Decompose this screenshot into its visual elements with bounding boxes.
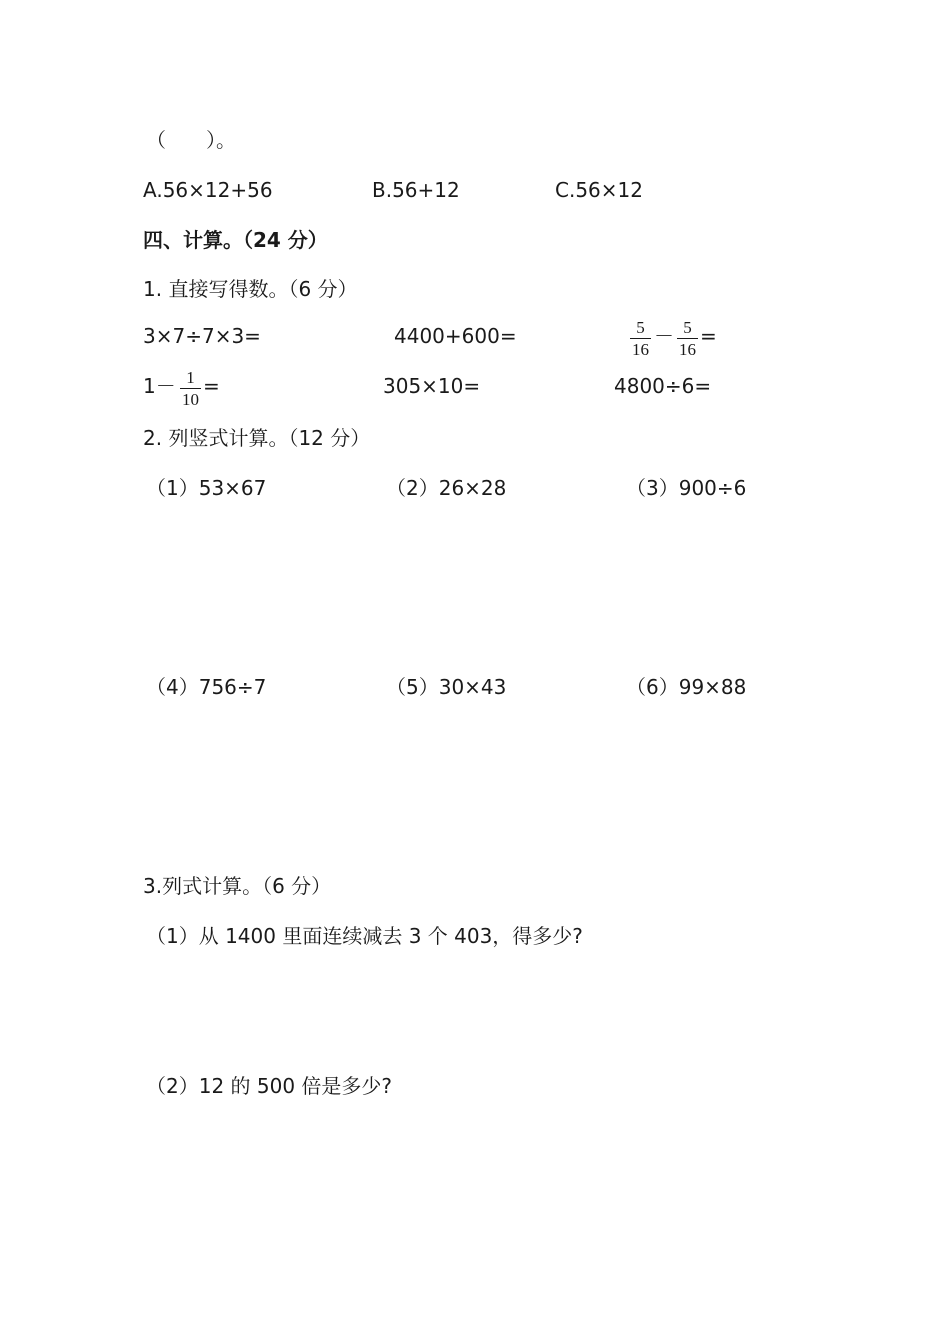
choice-c: C.56×12 (555, 178, 643, 202)
q2-problem-6: （6）99×88 (626, 675, 747, 699)
q2-title: 2. 列竖式计算。（12 分） (143, 426, 371, 450)
q1-expr-2: 4400+600= (394, 324, 517, 348)
q2-problem-5: （5）30×43 (386, 675, 507, 699)
q2-problem-3: （3）900÷6 (626, 476, 747, 500)
numerator: 5 (636, 318, 645, 337)
q1-expr-5: 305×10= (383, 374, 481, 398)
answer-paren: （ ）。 (146, 128, 236, 152)
numerator: 1 (186, 368, 195, 387)
choice-b: B.56+12 (372, 178, 460, 202)
q1-expr-4-eq: = (203, 374, 220, 398)
denominator: 16 (632, 340, 649, 359)
q1-expr-3-eq: = (700, 324, 717, 348)
choice-a: A.56×12+56 (143, 178, 273, 202)
denominator: 10 (182, 390, 199, 409)
q1-expr-3-frac-2 (677, 318, 698, 359)
q1-expr-3-frac-1 (630, 318, 651, 359)
section-title: 四、计算。（24 分） (143, 228, 328, 252)
q1-expr-1: 3×7÷7×3= (143, 324, 261, 348)
q1-title: 1. 直接写得数。（6 分） (143, 277, 358, 301)
q3-problem-2: （2）12 的 500 倍是多少? (146, 1074, 393, 1098)
q2-problem-1: （1）53×67 (146, 476, 267, 500)
q3-title: 3.列式计算。（6 分） (143, 874, 332, 898)
q2-problem-2: （2）26×28 (386, 476, 507, 500)
q1-expr-3-op: － (654, 324, 674, 348)
q2-problem-4: （4）756÷7 (146, 675, 267, 699)
q1-expr-6: 4800÷6= (614, 374, 712, 398)
q3-problem-1: （1）从 1400 里面连续减去 3 个 403，得多少? (146, 924, 583, 948)
denominator: 16 (679, 340, 696, 359)
q1-expr-4-frac (180, 368, 201, 409)
q1-expr-4-lead: 1－ (143, 374, 176, 398)
numerator: 5 (683, 318, 692, 337)
